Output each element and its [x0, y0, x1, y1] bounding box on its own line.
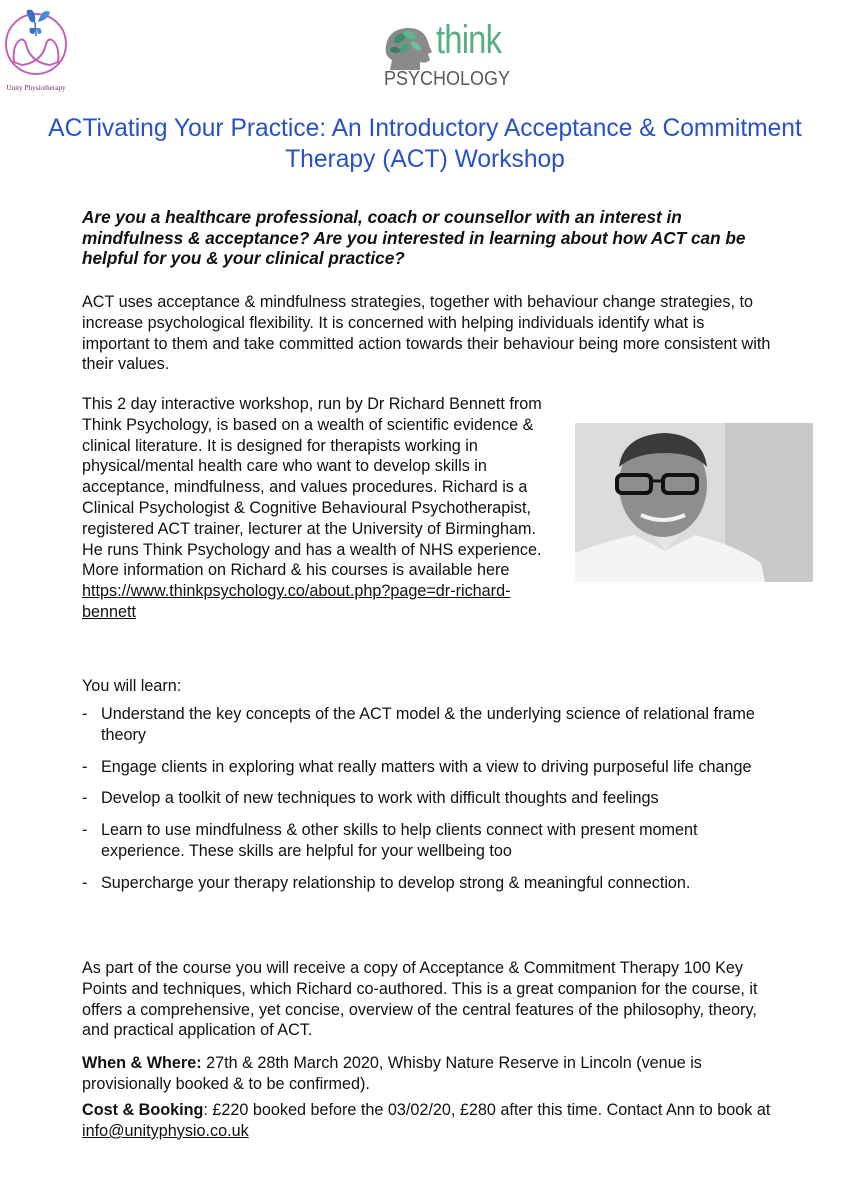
unity-logo-text: Unity Physiotherapy	[6, 84, 66, 92]
think-psychology-logo	[376, 18, 526, 94]
list-item: - Develop a toolkit of new techniques to work with difficult thoughts and feelings	[82, 789, 659, 808]
head-leaves-icon	[380, 24, 442, 72]
psychology-logo-word: PSYCHOLOGY	[384, 68, 511, 90]
learn-list	[82, 704, 772, 905]
workshop-text: This 2 day interactive workshop, run by Dr Richard Bennett from Think Psychology, is based on a wealth of scientific evidence & clinical literature. It is designed for therapists working in physical/mental health care who want to develop skills in acceptance, mindfulness, and values procedures. Richard is a Clinical Psychologist & Cognitive Behavioural Psychotherapist, registered ACT trainer, lecturer at the University of Birmingham. He runs Think Psychology and has a wealth of NHS experience. More information on Richard & his courses is available here	[82, 395, 542, 580]
list-item-text: Develop a toolkit of new techniques to work with difficult thoughts and feelings	[101, 789, 659, 808]
unity-physiotherapy-logo	[2, 2, 70, 94]
book-paragraph: As part of the course you will receive a copy of Acceptance & Commitment Therapy 100 Key Points and techniques, which Richard co-authored. This is a great companion for the course, it offers a comprehensive, yet concise, overview of the central features of the philosophy, theory, and practical application of ACT.	[82, 959, 758, 1040]
lead-question: Are you a healthcare professional, coach or counsellor with an interest in mindfulness & acceptance? Are you interested in learning about how ACT can be helpful for you & your clinical practice?	[82, 207, 746, 269]
list-item-text: Understand the key concepts of the ACT model & the underlying science of relational frame theory	[101, 705, 755, 744]
list-item-text: Engage clients in exploring what really matters with a view to driving purposeful life change	[101, 757, 752, 776]
contact-email-link[interactable]: info@unityphysio.co.uk	[82, 1121, 249, 1140]
butterfly-hands-icon	[2, 2, 70, 86]
list-item: - Learn to use mindfulness & other skills to help clients connect with present moment experience. These skills are helpful for your wellbeing too	[82, 821, 698, 860]
when-text: 27th & 28th March 2020, Whisby Nature Reserve in Lincoln (venue is provisionally booked & to be confirmed).	[82, 1054, 702, 1093]
bio-link[interactable]: https://www.thinkpsychology.co/about.php?page=dr-richard-bennett	[82, 582, 511, 621]
when-label: When & Where:	[82, 1054, 202, 1072]
list-item: - Engage clients in exploring what really matters with a view to driving purposeful life change	[82, 757, 752, 776]
intro-paragraph: ACT uses acceptance & mindfulness strategies, together with behaviour change strategies, to increase psychological flexibility. It is concerned with helping individuals identify what is important to them and take committed action towards their behaviour being more consistent with their values.	[82, 293, 771, 374]
page-title: ACTivating Your Practice: An Introductory Acceptance & Commitment Therapy (ACT) Workshop	[48, 115, 802, 173]
cost-label: Cost & Booking	[82, 1101, 204, 1119]
cost-text: : £220 booked before the 03/02/20, £280 after this time. Contact Ann to book at	[203, 1101, 771, 1119]
list-item: - Supercharge your therapy relationship to develop strong & meaningful connection.	[82, 873, 691, 892]
learn-heading: You will learn:	[82, 677, 182, 695]
when-where	[82, 1053, 772, 1095]
presenter-photo	[575, 423, 813, 582]
cost-booking	[82, 1100, 772, 1142]
list-item-text: Supercharge your therapy relationship to develop strong & meaningful connection.	[101, 873, 691, 892]
think-logo-word: think	[436, 18, 502, 62]
list-item-text: Learn to use mindfulness & other skills to help clients connect with present moment experience. These skills are helpful for your wellbeing too	[101, 821, 698, 860]
workshop-paragraph	[82, 394, 552, 623]
list-item: - Understand the key concepts of the ACT model & the underlying science of relational frame theory	[82, 705, 755, 744]
